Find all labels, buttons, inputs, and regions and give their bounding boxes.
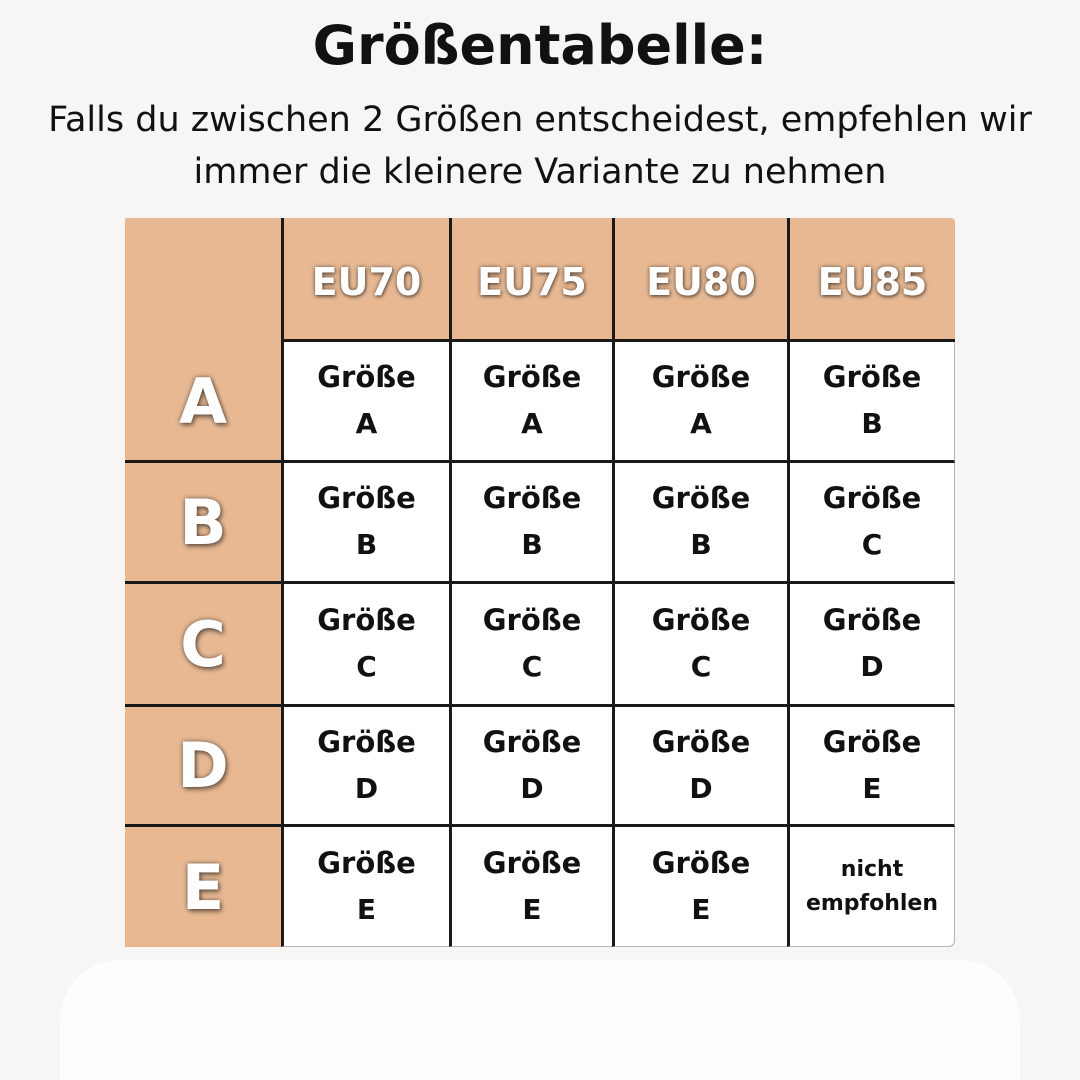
size-letter: B (521, 528, 543, 561)
size-word: Größe (651, 724, 751, 759)
size-cell (787, 342, 955, 463)
row-header-b (125, 463, 281, 584)
subtitle-line-1: Falls du zwischen 2 Größen entscheidest, empfehlen wir (48, 100, 1032, 140)
size-word: Größe (482, 724, 582, 759)
size-word: Größe (482, 603, 582, 637)
row-header-a (125, 342, 281, 463)
size-letter: E (522, 892, 542, 926)
size-letter: D (520, 771, 544, 805)
page-subtitle (20, 94, 1060, 198)
size-letter: E (356, 892, 377, 926)
size-word: Größe (822, 481, 922, 515)
column-header-eu80 (612, 218, 787, 342)
row-header-label: B (179, 485, 227, 559)
size-letter: B (690, 528, 712, 561)
not-recommended-line-1: nicht (840, 856, 904, 882)
not-recommended-cell (787, 827, 955, 947)
size-letter: A (521, 407, 543, 440)
row-header-label: D (177, 729, 229, 802)
column-header-label: EU75 (477, 259, 587, 304)
size-cell (612, 827, 787, 947)
subtitle-line-2: immer die kleinere Variante zu nehmen (193, 152, 887, 192)
size-cell (612, 342, 787, 463)
size-word: Größe (482, 481, 582, 515)
size-cell (449, 584, 612, 707)
row-header-d (125, 707, 281, 827)
size-cell (612, 463, 787, 584)
size-letter: A (355, 407, 378, 440)
size-letter: D (860, 650, 884, 683)
row-header-c (125, 584, 281, 707)
size-word: Größe (651, 603, 751, 637)
size-word: Größe (317, 845, 416, 880)
size-cell (449, 463, 612, 584)
size-letter: E (691, 892, 711, 926)
size-word: Größe (651, 360, 751, 394)
size-word: Größe (317, 724, 416, 759)
size-cell (281, 342, 449, 463)
column-header-eu75 (449, 218, 612, 342)
size-letter: C (521, 650, 543, 683)
size-letter: A (690, 407, 712, 440)
size-letter: D (354, 771, 379, 805)
size-letter: C (356, 650, 377, 683)
size-cell (787, 463, 955, 584)
size-cell (449, 707, 612, 827)
size-cell (612, 584, 787, 707)
size-letter: D (689, 771, 713, 805)
size-word: Größe (651, 481, 751, 515)
row-header-label: C (180, 607, 226, 681)
column-header-eu85 (787, 218, 955, 342)
size-word: Größe (651, 845, 751, 880)
size-word: Größe (822, 603, 922, 637)
size-table (125, 218, 955, 947)
size-word: Größe (482, 360, 582, 394)
column-header-label: EU85 (817, 259, 928, 304)
column-header-label: EU70 (311, 259, 422, 304)
not-recommended-line-2: empfohlen (805, 890, 939, 916)
size-cell (449, 342, 612, 463)
row-header-label: E (181, 850, 225, 924)
column-header-label: EU80 (646, 259, 756, 304)
size-word: Größe (317, 603, 416, 637)
size-cell (787, 707, 955, 827)
size-letter: C (861, 528, 883, 561)
row-header-label: A (179, 364, 227, 438)
size-cell (787, 584, 955, 707)
background-glow (60, 960, 1020, 1080)
row-header-e (125, 827, 281, 947)
size-cell (281, 707, 449, 827)
size-letter: B (861, 407, 883, 440)
size-cell (281, 584, 449, 707)
size-cell (612, 707, 787, 827)
column-header-eu70 (281, 218, 449, 342)
size-cell (281, 827, 449, 947)
size-word: Größe (482, 845, 582, 880)
table-corner (125, 218, 281, 342)
size-cell (449, 827, 612, 947)
size-word: Größe (822, 724, 922, 759)
size-letter: C (690, 650, 712, 683)
size-word: Größe (822, 360, 922, 394)
page-title: Größentabelle: (312, 14, 768, 77)
size-word: Größe (317, 360, 416, 394)
size-letter: B (355, 528, 378, 561)
size-word: Größe (317, 481, 416, 515)
size-letter: E (862, 771, 882, 805)
size-cell (281, 463, 449, 584)
